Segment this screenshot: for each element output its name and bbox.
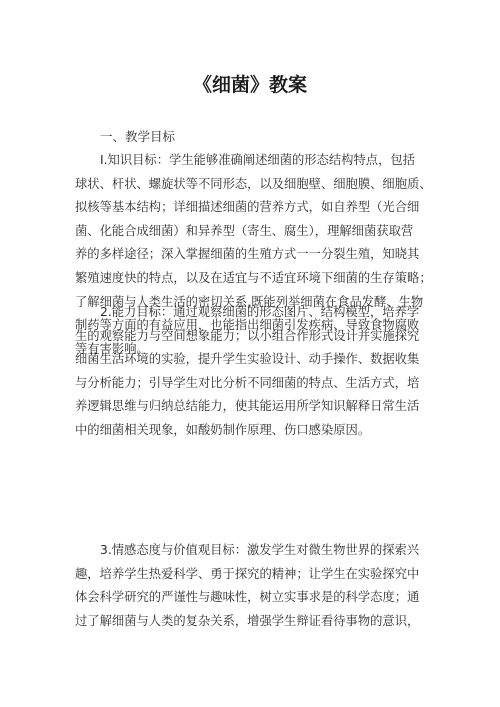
paragraph-line: 过了解细菌与人类的复杂关系，增强学生辩证看待事物的意识， [75, 613, 420, 628]
paragraph-line: 趣，培养学生热爱科学、勇于探究的精神；让学生在实验探究中 [75, 566, 420, 581]
paragraph-line: 球状、杆状、螺旋状等不同形态，以及细胞壁、细胞膜、细胞质、 [75, 176, 432, 191]
paragraph-line: 2.能力目标：通过观察细菌的形态图片、结构模型，培养学 [100, 305, 420, 319]
paragraph-line: I.知识目标：学生能够准确阐述细菌的形态结构特点，包括 [100, 153, 415, 167]
paragraph-line: 等有害影响。 [75, 341, 149, 356]
paragraph-line: 与分析能力；引导学生对比分析不同细菌的特点、生活方式，培 [75, 375, 420, 390]
paragraph-line: 拟核等基本结构；详细描述细菌的营养方式，如自养型（光合细 [75, 200, 420, 215]
attitude-objective-paragraph [75, 539, 430, 633]
paragraph-line: 制药等方面的有益应用，也能指出细菌引发疾病、导致食物腐败 [75, 318, 420, 333]
paragraph-line: 中的细菌相关现象，如酸奶制作原理、伤口感染原因。 [75, 422, 371, 437]
paragraph-line: 养逻辑思维与归纳总结能力，使其能运用所学知识解释日常生活 [75, 399, 420, 414]
paragraph-line: 菌、化能合成细菌）和异养型（寄生、腐生），理解细菌获取营 [75, 223, 414, 238]
page-title: 《细菌》教案 [192, 74, 307, 96]
paragraph-line: 生的观察能力与空间想象能力；以小组合作形式设计并实施探究 [75, 328, 420, 343]
paragraph-line: 养的多样途径；深入掌握细菌的生殖方式一一分裂生殖，知晓其 [75, 247, 420, 262]
paragraph-line: 繁殖速度快的特点，以及在适宜与不适宜环境下细菌的生存策略； [75, 270, 432, 285]
paragraph-line: 细菌生活环境的实验，提升学生实验设计、动手操作、数据收集 [75, 352, 420, 367]
paragraph-line: 体会科学研究的严谨性与趣味性，树立实事求是的科学态度；通 [75, 590, 420, 605]
section-heading: 一、教学目标 [100, 129, 176, 144]
paragraph-line: 了解细菌与人类生活的密切关系,既能列举细菌在食品发酵、生物 [75, 294, 424, 309]
ability-objective-paragraph [75, 301, 430, 443]
paragraph-line: 3.情感态度与价值观目标：激发学生对微生物世界的探索兴 [100, 543, 420, 557]
